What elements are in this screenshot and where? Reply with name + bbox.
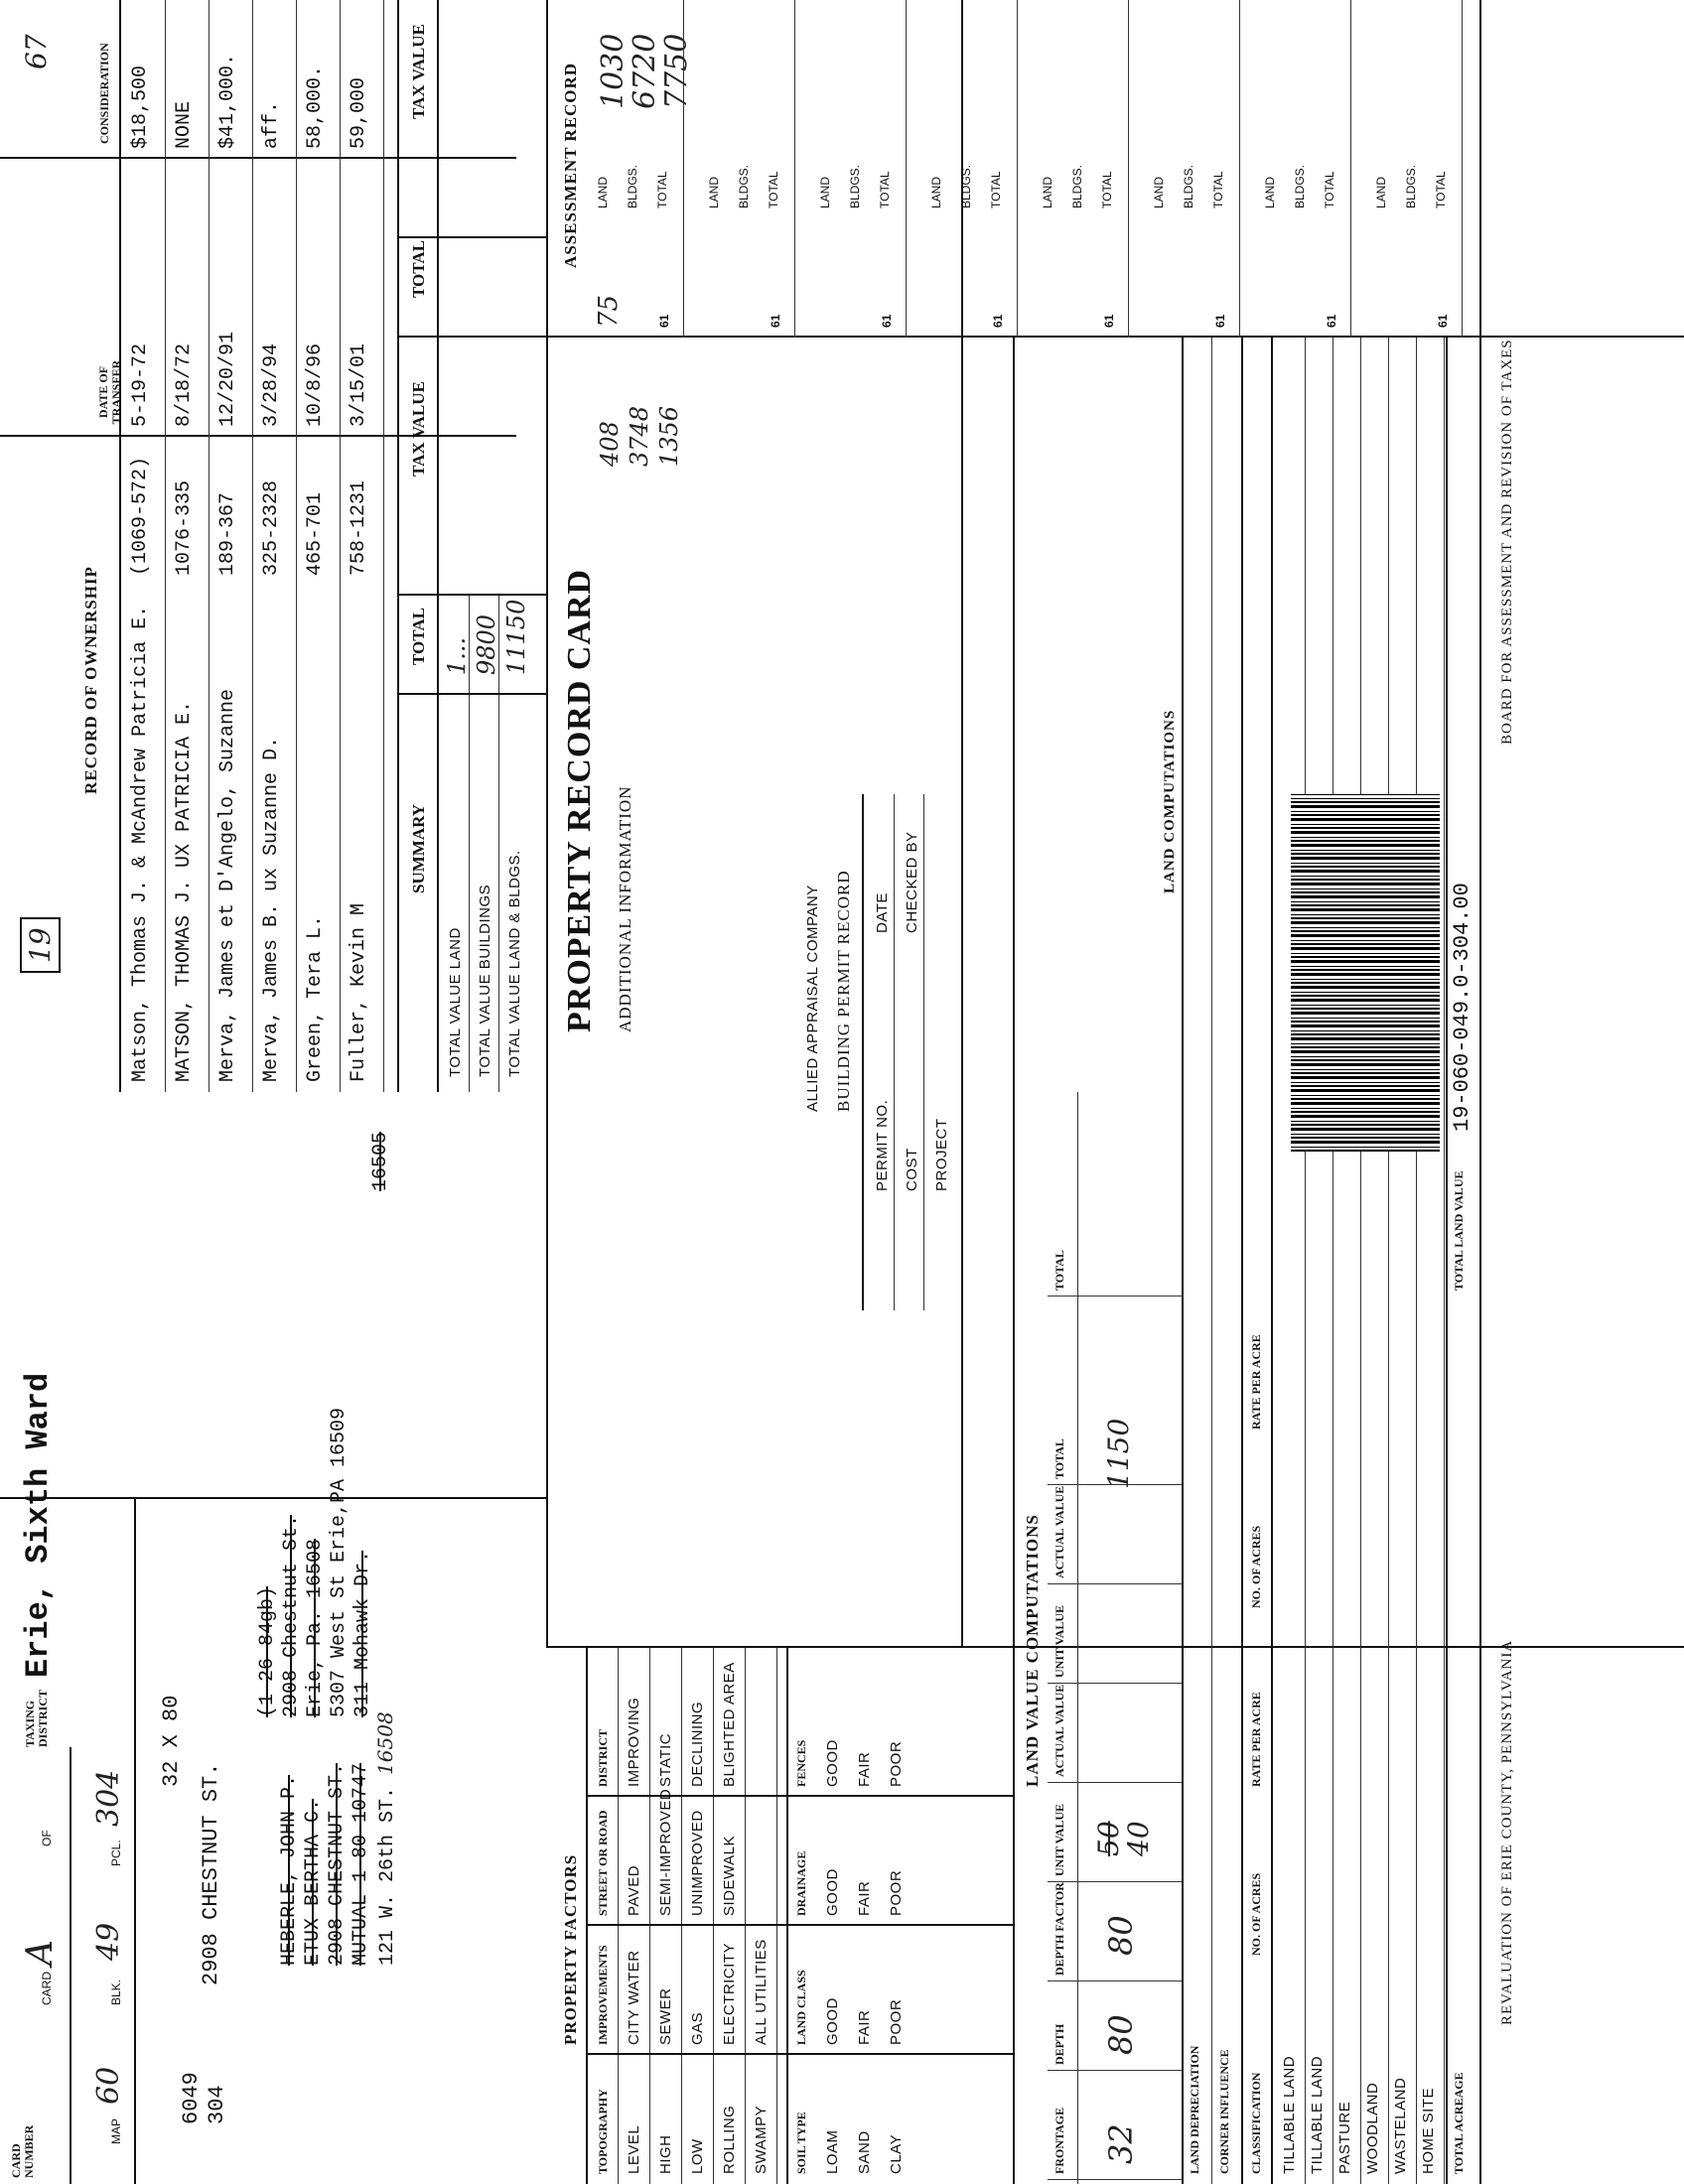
owner-line-3: 2908 CHESTNUT ST. bbox=[326, 1762, 349, 1966]
permit-no-label: PERMIT NO. bbox=[874, 1099, 891, 1191]
note-1: (1-26-84gb) bbox=[256, 1585, 279, 1717]
factor-topography: LEVEL bbox=[626, 2124, 642, 2174]
classification-item: WOODLAND bbox=[1364, 2082, 1381, 2174]
land-col-rule bbox=[1048, 1296, 1182, 1297]
assessment-rule bbox=[1350, 0, 1351, 338]
land-total: 1150 bbox=[1102, 1418, 1135, 1489]
summary-tax-header: TAX VALUE bbox=[409, 381, 428, 477]
land-header: ACTUAL VALUE bbox=[1052, 1684, 1066, 1777]
summary-hand-3: 11150 bbox=[502, 599, 530, 675]
of-label: OF bbox=[40, 1830, 54, 1846]
land-header-rule bbox=[1077, 1092, 1078, 2184]
land-col-rule bbox=[1048, 1683, 1182, 1684]
factor-topography: LOW bbox=[689, 2138, 706, 2174]
classification-rule bbox=[1388, 338, 1389, 2184]
land-col-rule bbox=[1048, 1782, 1182, 1783]
assessment-label: TOTAL bbox=[1100, 171, 1114, 208]
property-code-b: 304 bbox=[205, 2085, 229, 2124]
consideration-header: CONSIDERATION bbox=[97, 43, 111, 144]
map-label: MAP bbox=[109, 2117, 123, 2144]
ownership-name: Fuller, Kevin M bbox=[348, 902, 370, 1082]
land-col-rule bbox=[1048, 1583, 1182, 1584]
land-depth-factor: 80 bbox=[1102, 1915, 1140, 1956]
classification-rule bbox=[1305, 338, 1306, 2184]
land-frontage: 32 bbox=[1102, 2123, 1140, 2164]
ownership-consideration: $41,000. bbox=[216, 53, 239, 149]
assessment-hand-bldgs: 6720 bbox=[628, 33, 662, 109]
assessment-label: LAND bbox=[1374, 176, 1388, 208]
ownership-book: 1076-335 bbox=[173, 479, 196, 576]
factor-improvements: CITY WATER bbox=[626, 1950, 642, 2045]
note-6: 16505 bbox=[369, 1131, 392, 1191]
assessment-hand-land: 1030 bbox=[596, 33, 631, 109]
classification-item: TILLABLE LAND bbox=[1309, 2055, 1326, 2174]
assessment-label: BLDGS. bbox=[1293, 164, 1307, 208]
classification-header: NO. OF ACRES bbox=[1249, 1525, 1263, 1608]
assessment-year: 61 bbox=[991, 314, 1005, 328]
land-header: FRONTAGE bbox=[1052, 2107, 1066, 2174]
page-number: 67 bbox=[20, 34, 53, 69]
assessment-label: LAND bbox=[1041, 176, 1054, 208]
ownership-date: 3/28/94 bbox=[260, 342, 283, 427]
factor-improvements: GAS bbox=[689, 2011, 706, 2045]
assessment-label: BLDGS. bbox=[959, 164, 973, 208]
ownership-book: 758-1231 bbox=[348, 479, 370, 576]
assessment-rule bbox=[1017, 0, 1018, 338]
assessment-rule bbox=[794, 0, 795, 338]
factor-district: STATIC bbox=[657, 1732, 674, 1787]
owner-line-1: HEBERLE, JOHN P. bbox=[278, 1774, 301, 1966]
pcl-label: PCL. bbox=[109, 1840, 123, 1866]
additional-hand-3: 1356 bbox=[655, 405, 683, 467]
ownership-consideration: aff. bbox=[260, 100, 283, 149]
summary-hand-1: 1... bbox=[443, 636, 471, 675]
factor-landclass: POOR bbox=[888, 1998, 905, 2045]
factor-district: IMPROVING bbox=[626, 1697, 642, 1787]
note-5: 311 Mohawk Dr. bbox=[351, 1550, 374, 1717]
note-3: Erie, Pa. 16508 bbox=[304, 1538, 327, 1717]
classification-bottom bbox=[1446, 338, 1448, 2184]
factor-fences: POOR bbox=[888, 1740, 905, 1787]
footer-left: REVALUATION OF ERIE COUNTY, PENNSYLVANIA bbox=[1499, 1639, 1515, 2025]
blk-label: BLK. bbox=[109, 1979, 123, 2005]
factor-district: BLIGHTED AREA bbox=[721, 1662, 738, 1787]
factor-header: FENCES bbox=[794, 1739, 808, 1787]
ownership-name: MATSON, THOMAS J. UX PATRICIA E. bbox=[173, 700, 196, 1082]
assessment-label: TOTAL bbox=[878, 171, 892, 208]
assessment-rule bbox=[1128, 0, 1129, 338]
ownership-date: 5-19-72 bbox=[129, 342, 152, 427]
land-header: UNIT VALUE bbox=[1052, 1803, 1066, 1876]
summary-row-total: TOTAL VALUE LAND & BLDGS. bbox=[506, 850, 523, 1077]
company-name: ALLIED APPRAISAL COMPANY bbox=[804, 885, 821, 1112]
property-code-a: 6049 bbox=[179, 2072, 204, 2124]
ownership-row-rule bbox=[209, 0, 210, 1092]
assessment-rule bbox=[1462, 0, 1463, 338]
land-unit-value-2: 40 bbox=[1122, 1821, 1155, 1856]
assessment-year: 61 bbox=[1213, 314, 1227, 328]
ownership-consideration: NONE bbox=[173, 100, 196, 149]
land-header: ACTUAL VALUE bbox=[1052, 1485, 1066, 1578]
assessment-label: BLDGS. bbox=[737, 164, 751, 208]
barcode-text: 19-060-049.0-304.00 bbox=[1450, 883, 1474, 1132]
assessment-label: BLDGS. bbox=[1404, 164, 1418, 208]
pcl-value: 304 bbox=[91, 1769, 126, 1827]
summary-tax-header-2: TAX VALUE bbox=[409, 24, 428, 119]
record-card-title: PROPERTY RECORD CARD bbox=[561, 568, 598, 1032]
factor-fences: GOOD bbox=[824, 1739, 841, 1787]
ownership-date: 3/15/01 bbox=[348, 342, 370, 427]
card-label: CARD bbox=[40, 1971, 54, 2005]
ownership-row-rule bbox=[340, 0, 341, 1092]
ownership-consideration: 59,000 bbox=[348, 76, 370, 149]
land-header: UNIT VALUE bbox=[1052, 1604, 1066, 1678]
factors-title: PROPERTY FACTORS bbox=[561, 1853, 580, 2045]
classification-rule bbox=[1444, 338, 1445, 2184]
ownership-consideration: $18,500 bbox=[129, 65, 152, 149]
assessment-rule bbox=[683, 0, 684, 338]
ownership-row-rule bbox=[165, 0, 166, 1092]
land-col-rule bbox=[1048, 1980, 1182, 1981]
factor-drainage: GOOD bbox=[824, 1868, 841, 1916]
assessment-label: LAND bbox=[1263, 176, 1277, 208]
assessment-hand-total: 7750 bbox=[659, 33, 694, 109]
blk-value: 49 bbox=[91, 1922, 126, 1961]
property-dimensions: 32 X 80 bbox=[159, 1695, 184, 1787]
assessment-label: BLDGS. bbox=[1070, 164, 1084, 208]
factor-improvements: ELECTRICITY bbox=[721, 1942, 738, 2045]
assessment-hand-mark: 75 bbox=[594, 294, 624, 328]
improvements-header: IMPROVEMENTS bbox=[596, 1945, 610, 2045]
ownership-row-rule bbox=[252, 0, 253, 1092]
assessment-label: LAND bbox=[1152, 176, 1166, 208]
taxing-district-label: TAXING DISTRICT bbox=[23, 1689, 50, 1747]
classification-rule bbox=[1360, 338, 1361, 2184]
assessment-year: 61 bbox=[1325, 314, 1338, 328]
assessment-label: BLDGS. bbox=[1182, 164, 1195, 208]
classification-header: CLASSIFICATION bbox=[1249, 2072, 1263, 2174]
assessment-label: TOTAL bbox=[1211, 171, 1225, 208]
assessment-label: BLDGS. bbox=[848, 164, 862, 208]
assessment-label: TOTAL bbox=[1434, 171, 1448, 208]
summary-row-land: TOTAL VALUE LAND bbox=[447, 927, 464, 1077]
classification-item: WASTELAND bbox=[1392, 2077, 1409, 2174]
land-header: DEPTH bbox=[1052, 2023, 1066, 2065]
ownership-title: RECORD OF OWNERSHIP bbox=[81, 566, 100, 794]
factor-fences: FAIR bbox=[856, 1751, 873, 1787]
classification-item: TILLABLE LAND bbox=[1281, 2055, 1298, 2174]
factor-topography: HIGH bbox=[657, 2134, 674, 2174]
assessment-rule bbox=[1239, 0, 1240, 338]
date-label: DATE bbox=[874, 892, 891, 933]
ownership-row-rule bbox=[383, 0, 384, 1092]
assessment-title: ASSESSMENT RECORD bbox=[561, 62, 580, 268]
assessment-year: 61 bbox=[657, 314, 671, 328]
classification-header: RATE PER ACRE bbox=[1249, 1334, 1263, 1430]
factor-street: SIDEWALK bbox=[721, 1836, 738, 1916]
summary-total-header-2: TOTAL bbox=[409, 240, 428, 298]
summary-title: SUMMARY bbox=[409, 803, 428, 893]
land-title: LAND VALUE COMPUTATIONS bbox=[1023, 1514, 1042, 1787]
classification-item: HOME SITE bbox=[1420, 2087, 1437, 2174]
checked-by-label: CHECKED BY bbox=[904, 831, 920, 933]
assessment-year: 61 bbox=[1436, 314, 1450, 328]
total-acreage: TOTAL ACREAGE bbox=[1452, 2072, 1466, 2174]
assessment-label: LAND bbox=[596, 176, 610, 208]
summary-row-buildings: TOTAL VALUE BUILDINGS bbox=[477, 884, 493, 1077]
factor-landclass: FAIR bbox=[856, 2009, 873, 2045]
ownership-book: 325-2328 bbox=[260, 479, 283, 576]
land-col-rule bbox=[1048, 2070, 1182, 2071]
assessment-label: LAND bbox=[818, 176, 832, 208]
factor-rule bbox=[618, 1648, 619, 2184]
factor-header: LAND CLASS bbox=[794, 1970, 808, 2045]
card-count: 19 bbox=[20, 917, 61, 973]
summary-hand-2: 9800 bbox=[473, 614, 500, 675]
owner-line-5: 121 W. 26th ST. 16508 bbox=[373, 1711, 399, 1966]
ownership-book: (1069-572) bbox=[129, 456, 152, 576]
factor-drainage: POOR bbox=[888, 1869, 905, 1916]
land-header: TOTAL bbox=[1052, 1438, 1066, 1479]
classification-header: RATE PER ACRE bbox=[1249, 1692, 1263, 1787]
ownership-name: Merva, James et D'Angelo, Suzanne bbox=[216, 688, 239, 1082]
assessment-year: 61 bbox=[880, 314, 894, 328]
ownership-book: 189-367 bbox=[216, 491, 239, 576]
card-letter: A bbox=[20, 1940, 61, 1966]
ownership-name: Green, Tera L. bbox=[304, 914, 327, 1082]
factor-header: DRAINAGE bbox=[794, 1850, 808, 1916]
assessment-label: TOTAL bbox=[655, 171, 669, 208]
assessment-label: LAND bbox=[929, 176, 943, 208]
factor-divider bbox=[786, 1648, 788, 2184]
ownership-row-rule bbox=[296, 0, 297, 1092]
assessment-rule bbox=[906, 0, 907, 338]
assessment-label: LAND bbox=[707, 176, 721, 208]
land-header: TOTAL bbox=[1052, 1250, 1066, 1291]
land-header: DEPTH FACTOR bbox=[1052, 1882, 1066, 1976]
classification-header: NO. OF ACRES bbox=[1249, 1872, 1263, 1956]
factor-improvements: ALL UTILITIES bbox=[753, 1939, 770, 2045]
land-col-rule bbox=[1048, 1881, 1182, 1882]
factor-rule bbox=[776, 1648, 777, 2184]
additional-hand-1: 408 bbox=[596, 421, 624, 467]
factor-rule bbox=[713, 1648, 714, 2184]
factor-drainage: FAIR bbox=[856, 1880, 873, 1916]
ownership-date: 8/18/72 bbox=[173, 342, 196, 427]
ownership-name: Matson, Thomas J. & McAndrew Patricia E. bbox=[129, 605, 152, 1082]
cost-label: COST bbox=[904, 1148, 920, 1191]
ownership-date: 12/20/91 bbox=[216, 331, 239, 427]
note-4: 5307 West St Erie,PA 16509 bbox=[328, 1407, 351, 1717]
ownership-date: 10/8/96 bbox=[304, 342, 327, 427]
factor-district: DECLINING bbox=[689, 1701, 706, 1787]
land-col-rule bbox=[1048, 2179, 1182, 2180]
street-header: STREET OR ROAD bbox=[596, 1810, 610, 1916]
owner-line-4: MUTUAL 1-80-10747 bbox=[350, 1762, 372, 1966]
land-depreciation: LAND DEPRECIATION bbox=[1188, 2045, 1201, 2174]
property-address: 2908 CHESTNUT ST. bbox=[199, 1762, 223, 1985]
corner-influence: CORNER INFLUENCE bbox=[1217, 2049, 1231, 2174]
classification-rule bbox=[1416, 338, 1417, 2184]
assessment-year: 61 bbox=[1102, 314, 1116, 328]
card-number-label: CARD NUMBER bbox=[9, 2124, 36, 2178]
factor-soil: SAND bbox=[856, 2130, 873, 2174]
assessment-label: BLDGS. bbox=[626, 164, 639, 208]
date-header: DATE OF TRANSFER bbox=[96, 359, 123, 425]
assessment-label: TOTAL bbox=[989, 171, 1003, 208]
barcode bbox=[1291, 794, 1440, 1152]
permit-title: BUILDING PERMIT RECORD bbox=[834, 870, 853, 1112]
factor-street: UNIMPROVED bbox=[689, 1810, 706, 1916]
owner-line-2: ETUX BERTHA C. bbox=[302, 1798, 325, 1966]
land-depth: 80 bbox=[1102, 2014, 1140, 2055]
land-computations: LAND COMPUTATIONS bbox=[1162, 709, 1178, 893]
taxing-district-value: Erie, Sixth Ward bbox=[20, 1372, 57, 1678]
factor-header: SOIL TYPE bbox=[794, 2112, 808, 2174]
summary-total-header: TOTAL bbox=[409, 608, 428, 665]
ownership-consideration: 58,000. bbox=[304, 65, 327, 149]
topography-header: TOPOGRAPHY bbox=[596, 2089, 610, 2174]
project-label: PROJECT bbox=[933, 1118, 950, 1191]
assessment-label: TOTAL bbox=[1323, 171, 1336, 208]
district-header: DISTRICT bbox=[596, 1728, 610, 1787]
land-unit-value: 50 bbox=[1092, 1821, 1125, 1856]
factor-landclass: GOOD bbox=[824, 1997, 841, 2045]
factor-soil: CLAY bbox=[888, 2133, 905, 2174]
factor-improvements: SEWER bbox=[657, 1987, 674, 2045]
assessment-label: TOTAL bbox=[767, 171, 780, 208]
factor-street: PAVED bbox=[626, 1864, 642, 1916]
footer-right: BOARD FOR ASSESSMENT AND REVISION OF TAXES bbox=[1499, 339, 1515, 745]
classification-item: PASTURE bbox=[1336, 2101, 1353, 2174]
ownership-name: Merva, James B. ux Suzanne D. bbox=[260, 736, 283, 1082]
factor-street: SEMI-IMPROVED bbox=[657, 1788, 674, 1916]
factor-topography: ROLLING bbox=[721, 2105, 738, 2174]
factor-topography: SWAMPY bbox=[753, 2105, 770, 2174]
factor-soil: LOAM bbox=[824, 2129, 841, 2174]
assessment-year: 61 bbox=[769, 314, 782, 328]
map-value: 60 bbox=[91, 2066, 126, 2105]
ownership-book: 465-701 bbox=[304, 491, 327, 576]
factor-rule bbox=[649, 1648, 650, 2184]
total-land-value: TOTAL LAND VALUE bbox=[1452, 1170, 1466, 1291]
additional-hand-2: 3748 bbox=[626, 405, 653, 467]
additional-info: ADDITIONAL INFORMATION bbox=[616, 785, 634, 1032]
note-2: 2908 Chestnut St. bbox=[280, 1514, 303, 1717]
factor-rule bbox=[681, 1648, 682, 2184]
factor-rule bbox=[745, 1648, 746, 2184]
